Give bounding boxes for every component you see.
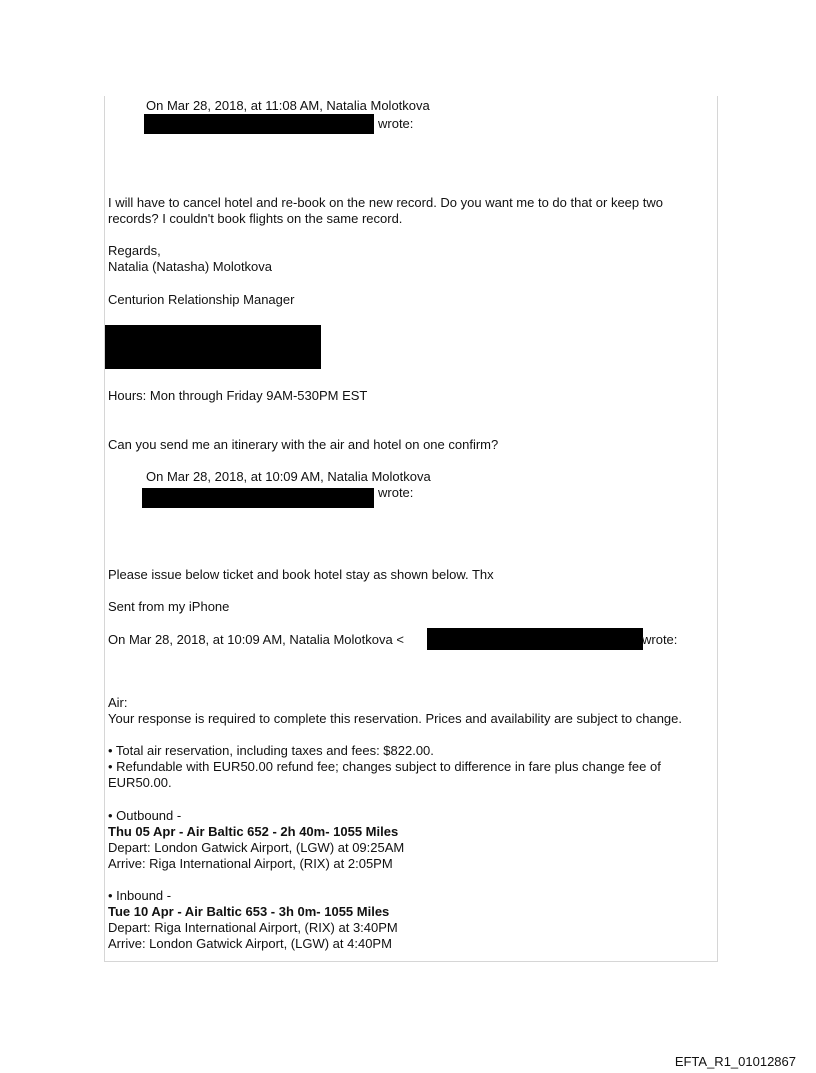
- msg1-regards: Regards,: [108, 243, 161, 258]
- quote2-wrote: wrote:: [378, 485, 414, 500]
- msg3-quote-header: On Mar 28, 2018, at 10:09 AM, Natalia Molotkova <: [108, 632, 404, 647]
- msg1-signature-name: Natalia (Natasha) Molotkova: [108, 259, 273, 274]
- outbound-arrive: Arrive: Riga International Airport, (RIX) at 2:05PM: [108, 856, 393, 871]
- air-heading: Air:: [108, 695, 128, 710]
- redacted-email-block-2: [142, 488, 374, 508]
- quote1-wrote: wrote:: [378, 116, 414, 131]
- msg3-sent-from: Sent from my iPhone: [108, 599, 230, 614]
- inbound-label: • Inbound -: [108, 888, 172, 903]
- msg1-signature-title: Centurion Relationship Manager: [108, 292, 295, 307]
- air-notice: Your response is required to complete this reservation. Prices and availability are subject to change.: [108, 711, 682, 726]
- redacted-email-block-3: [427, 628, 643, 650]
- quote2-header: On Mar 28, 2018, at 10:09 AM, Natalia Molotkova: [146, 469, 431, 484]
- inbound-arrive: Arrive: London Gatwick Airport, (LGW) at 4:40PM: [108, 936, 392, 951]
- redacted-email-block: [144, 114, 374, 134]
- msg3-quote-wrote: wrote:: [642, 632, 678, 647]
- document-id: EFTA_R1_01012867: [674, 1054, 796, 1069]
- air-bullet-total: • Total air reservation, including taxes and fees: $822.00.: [108, 743, 434, 758]
- outbound-depart: Depart: London Gatwick Airport, (LGW) at 09:25AM: [108, 840, 405, 855]
- redacted-contact-block: [105, 325, 321, 369]
- outbound-flight: Thu 05 Apr - Air Baltic 652 - 2h 40m- 1055 Miles: [108, 824, 399, 839]
- outbound-label: • Outbound -: [108, 808, 182, 823]
- msg2-body: Can you send me an itinerary with the air and hotel on one confirm?: [108, 437, 499, 452]
- msg1-body: I will have to cancel hotel and re-book on the new record. Do you want me to do that or keep two records? I couldn't book flights on the same record.: [108, 195, 663, 226]
- msg3-body: Please issue below ticket and book hotel stay as shown below. Thx: [108, 567, 494, 582]
- inbound-flight: Tue 10 Apr - Air Baltic 653 - 3h 0m- 1055 Miles: [108, 904, 390, 919]
- msg1-hours: Hours: Mon through Friday 9AM-530PM EST: [108, 388, 368, 403]
- quote1-header: On Mar 28, 2018, at 11:08 AM, Natalia Molotkova: [146, 98, 430, 113]
- air-bullet-refund: • Refundable with EUR50.00 refund fee; changes subject to difference in fare plus change fee of EUR50.00.: [108, 759, 661, 790]
- inbound-depart: Depart: Riga International Airport, (RIX) at 3:40PM: [108, 920, 398, 935]
